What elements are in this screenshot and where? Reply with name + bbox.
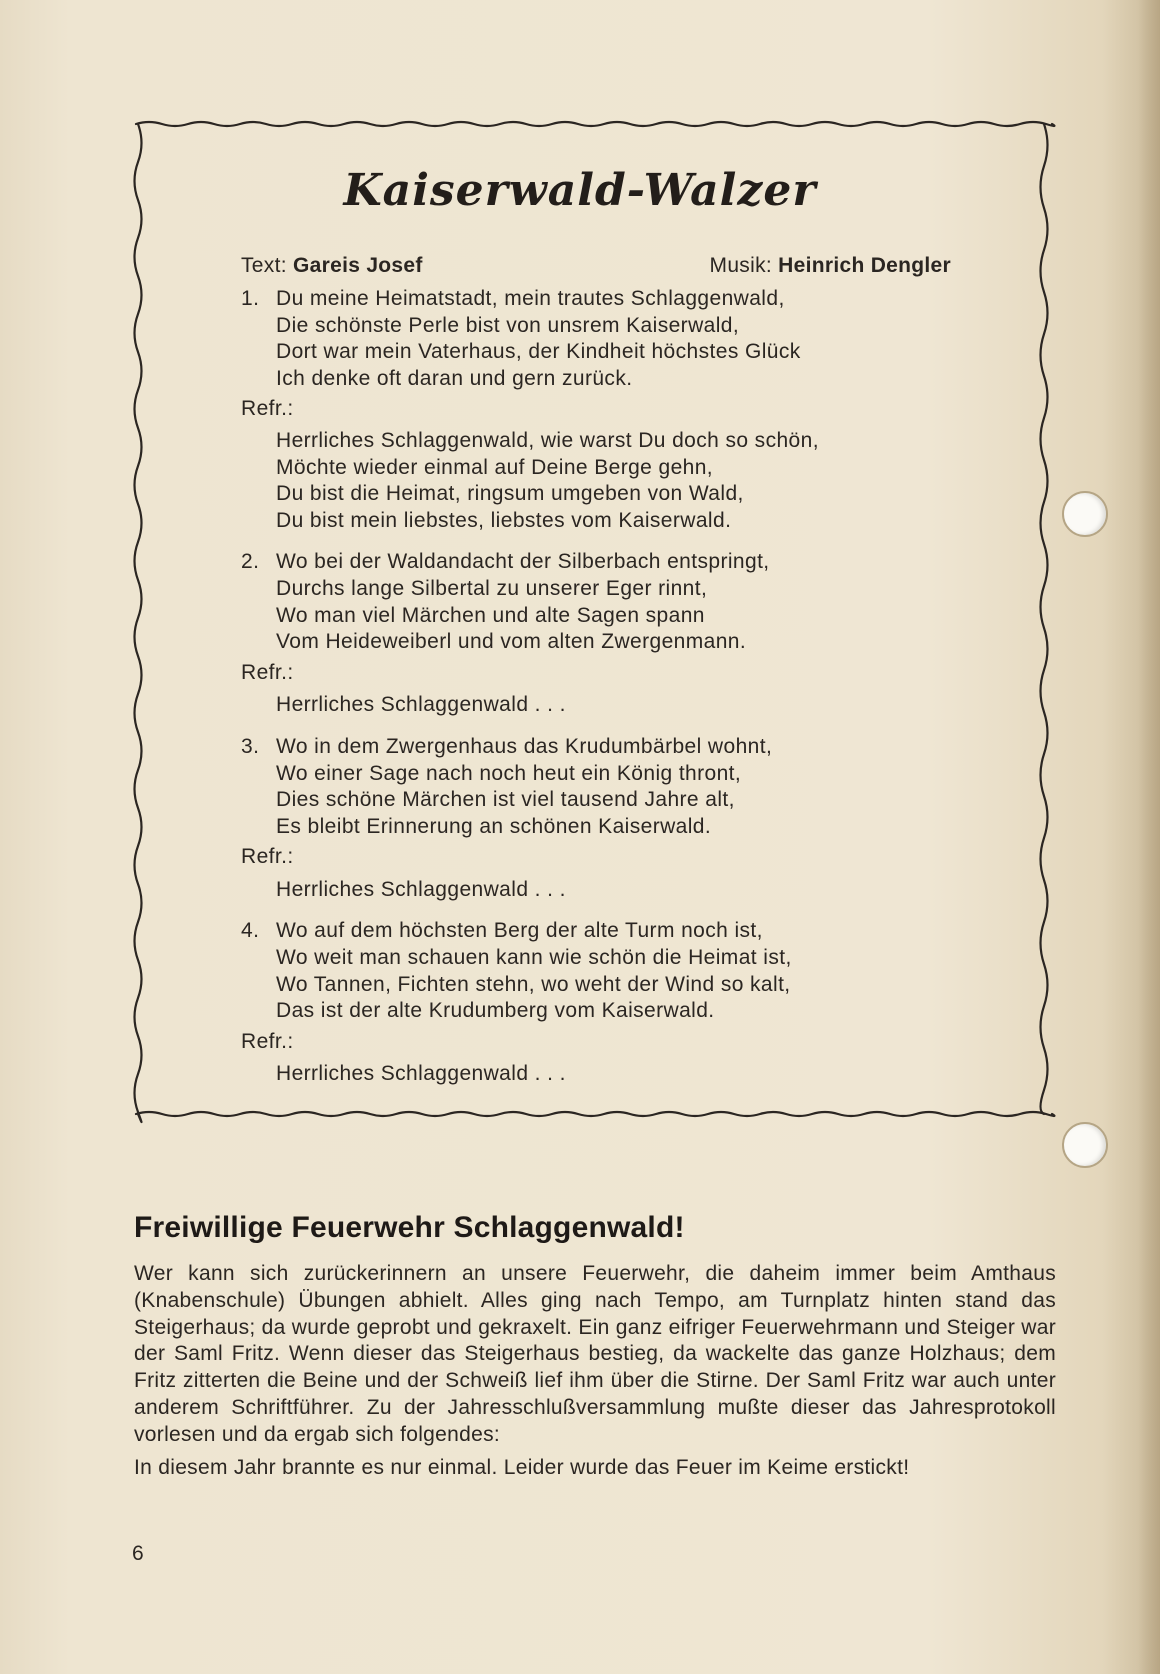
article-heading: Freiwillige Feuerwehr Schlaggenwald! <box>134 1211 685 1244</box>
refrain-label: Refr.: <box>241 660 294 684</box>
verse-line: Wo weit man schauen kann wie schön die Heimat ist, <box>276 946 792 970</box>
refrain-line: Herrliches Schlaggenwald . . . <box>276 877 566 901</box>
verse-line: Wo man viel Märchen und alte Sagen spann <box>276 603 705 627</box>
music-label: Musik: <box>709 254 773 277</box>
refrain-line: Herrliches Schlaggenwald, wie warst Du doch so schön, <box>276 428 819 452</box>
verse-4 <box>241 918 1001 1024</box>
verse-line: Durchs lange Silbertal zu unserer Eger rinnt, <box>276 576 708 600</box>
text-credit <box>241 254 423 278</box>
text-label: Text: <box>241 254 287 277</box>
punch-hole-upper <box>1062 491 1108 537</box>
punch-hole-lower <box>1062 1122 1108 1168</box>
music-credit <box>710 254 951 278</box>
music-author: Heinrich Dengler <box>778 254 951 277</box>
song-lyrics <box>241 286 1001 1088</box>
article-body <box>134 1261 1056 1481</box>
verse-line: Wo einer Sage nach noch heut ein König thront, <box>276 761 742 785</box>
verse-line: Wo auf dem höchsten Berg der alte Turm noch ist, <box>276 919 763 943</box>
refrain-line: Du bist die Heimat, ringsum umgeben von Wald, <box>276 482 744 506</box>
song-title: Kaiserwald-Walzer <box>343 165 817 216</box>
refrain-full <box>241 428 1001 534</box>
verse-number: 1. <box>241 287 260 310</box>
verse-line: Wo bei der Waldandacht der Silberbach entspringt, <box>276 550 770 574</box>
article-paragraph: Wer kann sich zurückerinnern an unsere Feuerwehr, die daheim immer beim Amthaus (Knabenschule) Übungen abhielt. Alles ging nach Tempo, am Turnplatz hinten stand das Steigerhaus; da wurde geprobt und gekraxelt. Ein ganz eifriger Feuerwehrmann und Steiger war der Saml Fritz. Wenn dieser das Steigerhaus bestieg, da wackelte das ganze Holzhaus; dem Fritz zitterten die Beine und der Schweiß lief ihm über die Stirne. Der Saml Fritz war auch unter anderem Schriftführer. Zu der Jahresschlußversammlung mußte dieser das Jahresprotokoll vorlesen und da ergab sich folgendes: <box>134 1262 1056 1446</box>
verse-1 <box>241 286 1001 392</box>
refrain-line: Möchte wieder einmal auf Deine Berge gehn, <box>276 455 714 479</box>
verse-line: Es bleibt Erinnerung an schönen Kaiserwald. <box>276 814 712 838</box>
verse-line: Wo in dem Zwergenhaus das Krudumbärbel wohnt, <box>276 734 773 758</box>
refrain-short <box>241 692 1001 719</box>
verse-3 <box>241 734 1001 840</box>
verse-number: 4. <box>241 919 260 943</box>
refrain-line: Herrliches Schlaggenwald . . . <box>276 1062 566 1086</box>
refrain-line: Du bist mein liebstes, liebstes vom Kaiserwald. <box>276 508 732 532</box>
verse-number: 2. <box>241 550 260 574</box>
verse-line: Dies schöne Märchen ist viel tausend Jahre alt, <box>276 788 735 812</box>
verse-line: Dort war mein Vaterhaus, der Kindheit höchstes Glück <box>276 340 801 364</box>
refrain-label: Refr.: <box>241 1029 294 1053</box>
refrain-line: Herrliches Schlaggenwald . . . <box>276 693 566 717</box>
article-closing: In diesem Jahr brannte es nur einmal. Leider wurde das Feuer im Keime erstickt! <box>134 1455 910 1479</box>
refrain-label: Refr.: <box>241 845 294 869</box>
verse-line: Das ist der alte Krudumberg vom Kaiserwald. <box>276 999 715 1023</box>
text-author: Gareis Josef <box>293 254 423 277</box>
verse-line: Wo Tannen, Fichten stehn, wo weht der Wind so kalt, <box>276 972 791 996</box>
verse-line: Vom Heideweiberl und vom alten Zwergenmann. <box>276 630 747 654</box>
refrain-short <box>241 1061 1001 1088</box>
verse-line: Die schönste Perle bist von unsrem Kaiserwald, <box>276 313 740 337</box>
page-edge-shadow <box>1138 0 1160 1674</box>
page-number: 6 <box>132 1542 144 1565</box>
verse-number: 3. <box>241 734 260 758</box>
verse-2 <box>241 549 1001 655</box>
verse-line: Ich denke oft daran und gern zurück. <box>276 366 633 390</box>
refrain-label: Refr.: <box>241 397 294 421</box>
refrain-short <box>241 877 1001 904</box>
verse-line: Du meine Heimatstadt, mein trautes Schlaggenwald, <box>276 287 785 310</box>
song-credits <box>241 254 951 280</box>
